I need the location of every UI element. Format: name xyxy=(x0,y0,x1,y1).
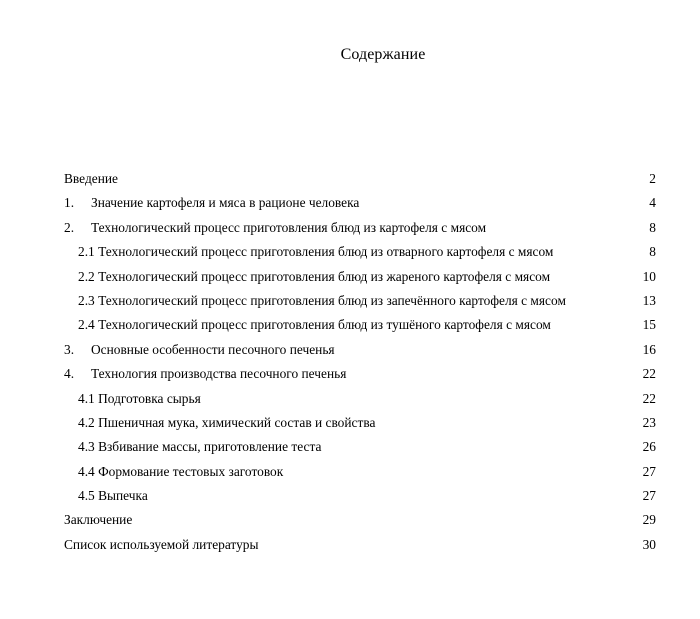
table-of-contents xyxy=(64,167,656,557)
toc-entry-title: 4.3 Взбивание массы, приготовление теста xyxy=(78,439,322,455)
toc-entry[interactable] xyxy=(64,338,656,362)
toc-entry-page-number: 22 xyxy=(642,390,656,406)
toc-entry-page-number: 8 xyxy=(649,219,656,235)
toc-entry-title: 2.1 Технологический процесс приготовления блюд из отварного картофеля с мясом xyxy=(78,244,554,260)
toc-entry-number: 1. xyxy=(64,195,75,211)
toc-entry-title: Значение картофеля и мяса в рационе человека xyxy=(91,195,360,211)
toc-entry-title: 2.4 Технологический процесс приготовления блюд из тушёного картофеля с мясом xyxy=(78,317,551,333)
toc-entry-page-number: 23 xyxy=(642,414,656,430)
toc-entry-page-number: 10 xyxy=(642,268,656,284)
toc-entry-title: 4.1 Подготовка сырья xyxy=(78,390,201,406)
toc-entry-title: Технология производства песочного печенья xyxy=(91,366,347,382)
toc-entry-page-number: 2 xyxy=(649,171,656,186)
toc-entry-page-number: 13 xyxy=(642,292,656,308)
toc-entry-title: Основные особенности песочного печенья xyxy=(91,341,335,357)
toc-entry[interactable] xyxy=(64,387,656,411)
toc-entry-title: Заключение xyxy=(64,512,133,528)
toc-entry-page-number: 4 xyxy=(649,195,656,211)
page-title: Содержание xyxy=(340,46,426,63)
toc-entry-page-number: 26 xyxy=(642,439,656,455)
toc-entry-page-number: 27 xyxy=(642,463,656,479)
toc-entry[interactable] xyxy=(64,460,656,484)
toc-entry[interactable] xyxy=(64,435,656,459)
toc-entry-title: 4.5 Выпечка xyxy=(78,488,148,504)
toc-entry-page-number: 22 xyxy=(642,366,656,382)
toc-entry-page-number: 27 xyxy=(642,488,656,504)
toc-entry[interactable] xyxy=(64,313,656,337)
toc-entry-title: 4.4 Формование тестовых заготовок xyxy=(78,463,284,479)
toc-entry-title: Технологический процесс приготовления блюд из картофеля с мясом xyxy=(91,219,487,235)
toc-entry-title: 2.2 Технологический процесс приготовления блюд из жареного картофеля с мясом xyxy=(78,268,551,284)
toc-entry-page-number: 30 xyxy=(642,536,656,552)
toc-entry[interactable] xyxy=(64,362,656,386)
toc-entry[interactable] xyxy=(64,289,656,313)
toc-entry[interactable] xyxy=(64,484,656,508)
toc-entry[interactable] xyxy=(64,216,656,240)
toc-entry[interactable] xyxy=(64,167,656,191)
toc-entry-page-number: 8 xyxy=(649,244,656,260)
toc-entry[interactable] xyxy=(64,508,656,532)
toc-entry-page-number: 16 xyxy=(642,341,656,357)
toc-entry-title: 4.2 Пшеничная мука, химический состав и свойства xyxy=(78,414,376,430)
toc-entry[interactable] xyxy=(64,411,656,435)
toc-entry-title: 2.3 Технологический процесс приготовления блюд из запечённого картофеля с мясом xyxy=(78,292,566,308)
toc-entry-page-number: 15 xyxy=(642,317,656,333)
toc-entry-title: Введение xyxy=(64,171,118,186)
toc-entry-number: 3. xyxy=(64,341,75,357)
toc-entry-title: Список используемой литературы xyxy=(64,536,259,552)
toc-entry-number: 4. xyxy=(64,366,75,382)
toc-entry-number: 2. xyxy=(64,219,75,235)
toc-entry-page-number: 29 xyxy=(642,512,656,528)
toc-entry[interactable] xyxy=(64,191,656,215)
toc-entry[interactable] xyxy=(64,533,656,557)
toc-entry[interactable] xyxy=(64,265,656,289)
toc-entry[interactable] xyxy=(64,240,656,264)
